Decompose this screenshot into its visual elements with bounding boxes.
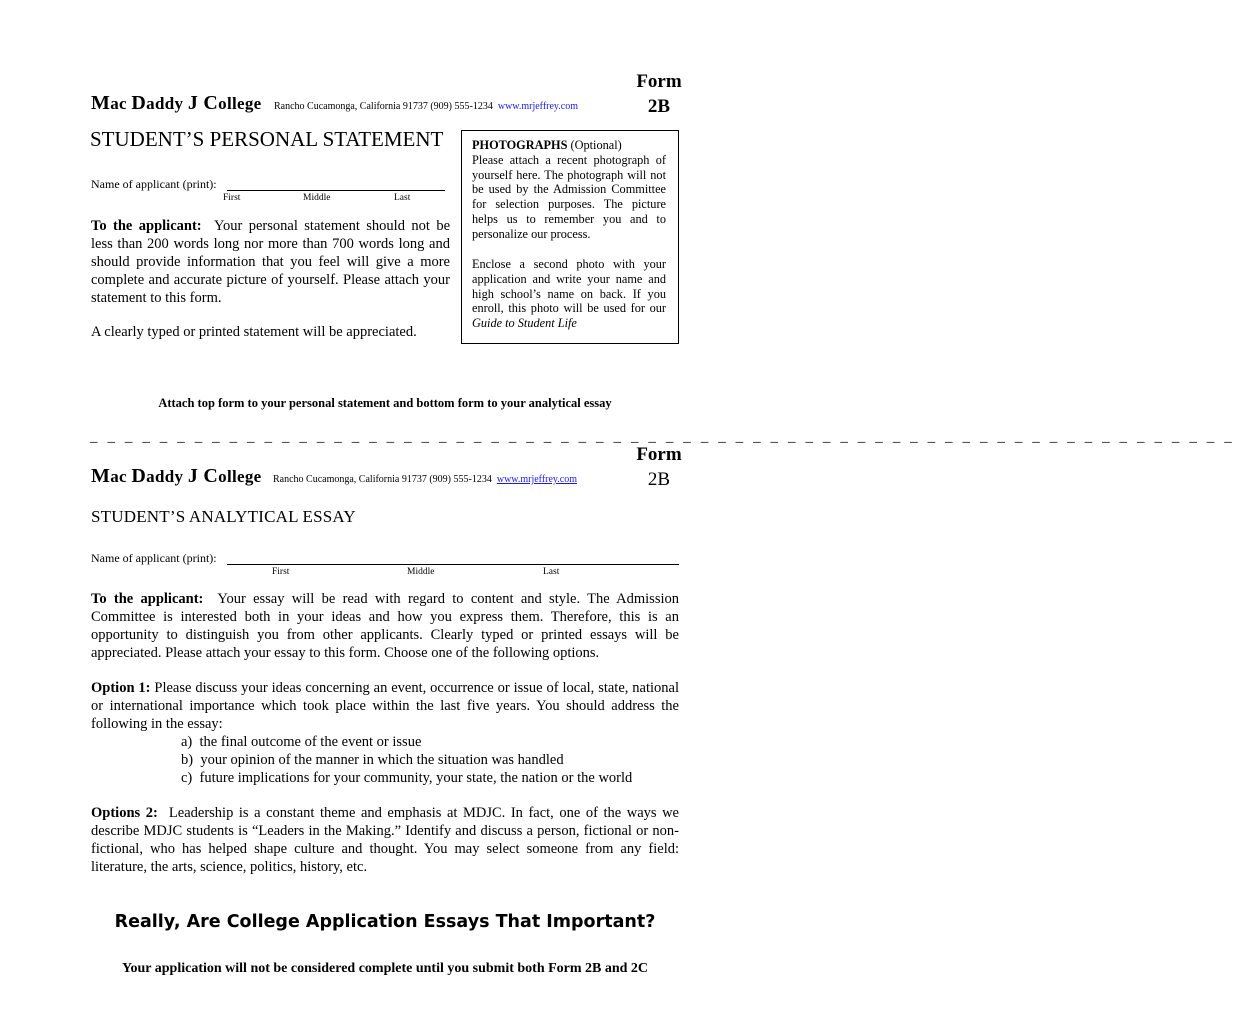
- college-name-bottom: Mac Daddy J College: [91, 465, 262, 487]
- instructions-bottom: [91, 590, 679, 662]
- section-title: STUDENT’S ANALYTICAL ESSAY: [91, 507, 356, 526]
- form-word: Form: [636, 444, 682, 465]
- name-field-top: [91, 177, 447, 192]
- name-last-caption: Last: [543, 567, 560, 577]
- footer-note: Your application will not be considered complete until you submit both Form 2B and 2C: [121, 961, 649, 976]
- name-first-caption: First: [223, 193, 241, 203]
- college-name-top: Mac Daddy J College: [91, 92, 262, 114]
- name-first-caption: First: [272, 567, 290, 577]
- typed-note: A clearly typed or printed statement will be appreciated.: [91, 324, 417, 340]
- list-item: c) future implications for your community, your state, the nation or the world: [181, 770, 633, 786]
- instructions-top: [91, 217, 450, 307]
- attach-note: Attach top form to your personal statement and bottom form to your analytical essay: [158, 396, 612, 410]
- instructions-lead: To the applicant:: [91, 591, 204, 607]
- website-link[interactable]: www.mrjeffrey.com: [497, 101, 578, 112]
- address-top: [274, 101, 578, 112]
- name-input-line[interactable]: [227, 552, 679, 565]
- option-1: [91, 679, 679, 733]
- option-2-lead: Options 2:: [91, 805, 158, 821]
- essay-banner: Really, Are College Application Essays That Important?: [114, 912, 656, 932]
- name-last-caption: Last: [394, 193, 411, 203]
- photographs-guide-title: Guide to Student Life: [472, 316, 577, 331]
- name-label: Name of applicant (print):: [91, 177, 217, 191]
- name-middle-caption: Middle: [303, 193, 331, 203]
- form-code: 2B: [647, 469, 671, 490]
- form-label-top: [620, 70, 698, 119]
- instructions-text: Your essay will be read with regard to content and style. The Admission Committee is interested both in your ideas and how you express them. Therefore, this is an opportunity to distinguish you from other applicants. Clearly typed or printed essays will be appreciated. Please attach your essay to this form. Choose one of the following options.: [91, 591, 679, 661]
- instructions-text: Your personal statement should not be less than 200 words long nor more than 700 words long and should provide information that you feel will give a more complete and accurate picture of yourself. Please attach your statement to this form.: [91, 218, 451, 306]
- page-title: STUDENT’S PERSONAL STATEMENT: [90, 127, 444, 151]
- form-label-bottom: [620, 443, 698, 492]
- form-word: Form: [636, 71, 682, 92]
- photographs-para1: [472, 138, 666, 242]
- photographs-optional: (Optional): [570, 138, 622, 152]
- photographs-heading: PHOTOGRAPHS: [472, 138, 568, 152]
- option-2-text: Leadership is a constant theme and emphasis at MDJC. In fact, one of the ways we describe MDJC students is “Leaders in the Making.” Identify and discuss a person, fictional or non-fictional, who has helped shape culture and thought. You may select someone from any field: literature, the arts, science, politics, history, etc.: [91, 805, 679, 875]
- name-middle-caption: Middle: [407, 567, 435, 577]
- list-item: a) the final outcome of the event or issue: [181, 734, 422, 750]
- name-input-line[interactable]: [227, 178, 445, 191]
- option-1-text: Please discuss your ideas concerning an event, occurrence or issue of local, state, national or international importance which took place within the last five years. You should address the following in the essay:: [91, 680, 680, 732]
- instructions-lead: To the applicant:: [91, 218, 202, 234]
- website-link[interactable]: www.mrjeffrey.com: [496, 474, 577, 485]
- photographs-text1: Please attach a recent photograph of yourself here. The photograph will not be used by the Admission Committee for selection purposes. The picture helps us to remember you and to personalize our process.: [472, 152, 666, 241]
- photographs-para2: [472, 257, 666, 331]
- photographs-text2: Enclose a second photo with your application and write your name and high school’s name on back. If you enroll, this photo will be used for our: [472, 257, 666, 316]
- name-field-bottom: [91, 551, 681, 566]
- address-bottom: [273, 474, 577, 485]
- photographs-box[interactable]: [461, 130, 679, 344]
- address-text: Rancho Cucamonga, California 91737 (909) 555-1234: [273, 474, 492, 485]
- form-code: 2B: [647, 96, 671, 117]
- address-text: Rancho Cucamonga, California 91737 (909) 555-1234: [274, 101, 493, 112]
- list-item: b) your opinion of the manner in which the situation was handled: [181, 752, 564, 768]
- cut-line: _ _ _ _ _ _ _ _ _ _ _ _ _ _ _ _ _ _ _ _ _ _ _ _ _ _ _ _ _ _ _ _ _ _ _ _ _ _ _ _ _ _ _ _ _ _ _ _ _ _ _ _ _ _ _ _ _ _ _ _ _ _ _ _ _ _: [90, 429, 1235, 445]
- option-1-list: [181, 733, 632, 787]
- option-2: [91, 804, 679, 876]
- option-1-lead: Option 1:: [91, 680, 151, 696]
- name-label: Name of applicant (print):: [91, 551, 217, 565]
